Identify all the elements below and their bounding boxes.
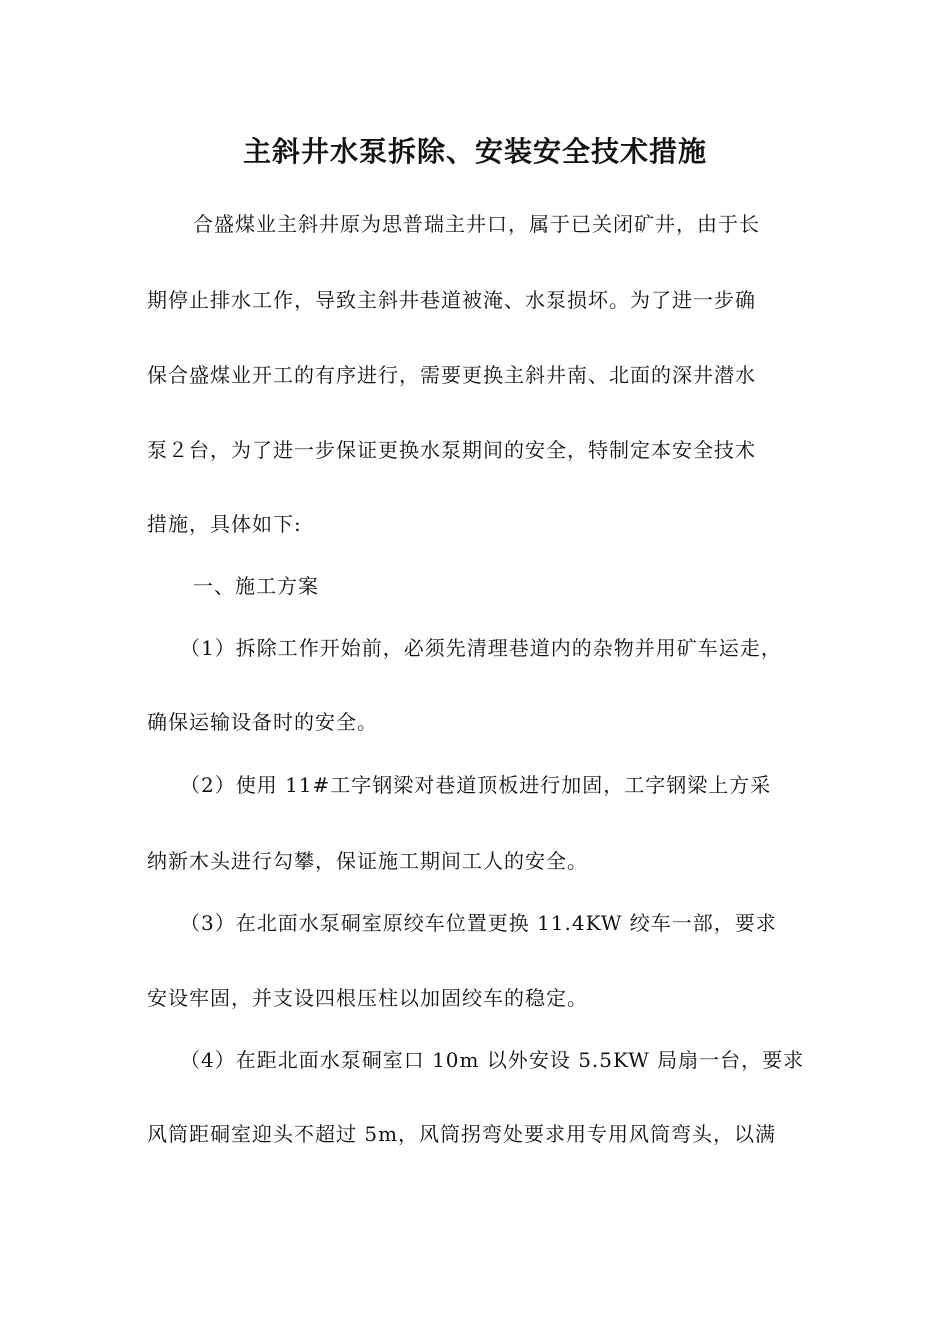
document-title: 主斜井水泵拆除、安装安全技术措施 xyxy=(242,135,707,168)
paragraph-line-13: （4）在距北面水泵硐室口 10m 以外安设 5.5KW 局扇一台，要求 xyxy=(180,1048,805,1072)
paragraph-line-4: 泵２台，为了进一步保证更换水泵期间的安全，特制定本安全技术 xyxy=(147,438,756,462)
paragraph-line-14: 风筒距硐室迎头不超过 5m，风筒拐弯处要求用专用风筒弯头，以满 xyxy=(147,1122,777,1146)
paragraph-line-1: 合盛煤业主斜井原为思普瑞主井口，属于已关闭矿井，由于长 xyxy=(193,212,760,236)
paragraph-line-2: 期停止排水工作，导致主斜井巷道被淹、水泵损坏。为了进一步确 xyxy=(147,288,756,312)
paragraph-line-11: （3）在北面水泵硐室原绞车位置更换 11.4KW 绞车一部，要求 xyxy=(180,911,777,935)
paragraph-line-10: 纳新木头进行勾攀，保证施工期间工人的安全。 xyxy=(147,849,588,873)
paragraph-line-5: 措施，具体如下: xyxy=(147,512,302,536)
paragraph-line-12: 安设牢固，并支设四根压柱以加固绞车的稳定。 xyxy=(147,986,588,1010)
paragraph-line-7: （1）拆除工作开始前，必须先清理巷道内的杂物并用矿车运走， xyxy=(180,636,782,660)
paragraph-line-8: 确保运输设备时的安全。 xyxy=(147,710,378,734)
paragraph-line-9: （2）使用 11#工字钢梁对巷道顶板进行加固，工字钢梁上方采 xyxy=(180,773,772,797)
section-heading: 一、施工方案 xyxy=(193,574,319,598)
paragraph-line-3: 保合盛煤业开工的有序进行，需要更换主斜井南、北面的深井潜水 xyxy=(147,363,756,387)
